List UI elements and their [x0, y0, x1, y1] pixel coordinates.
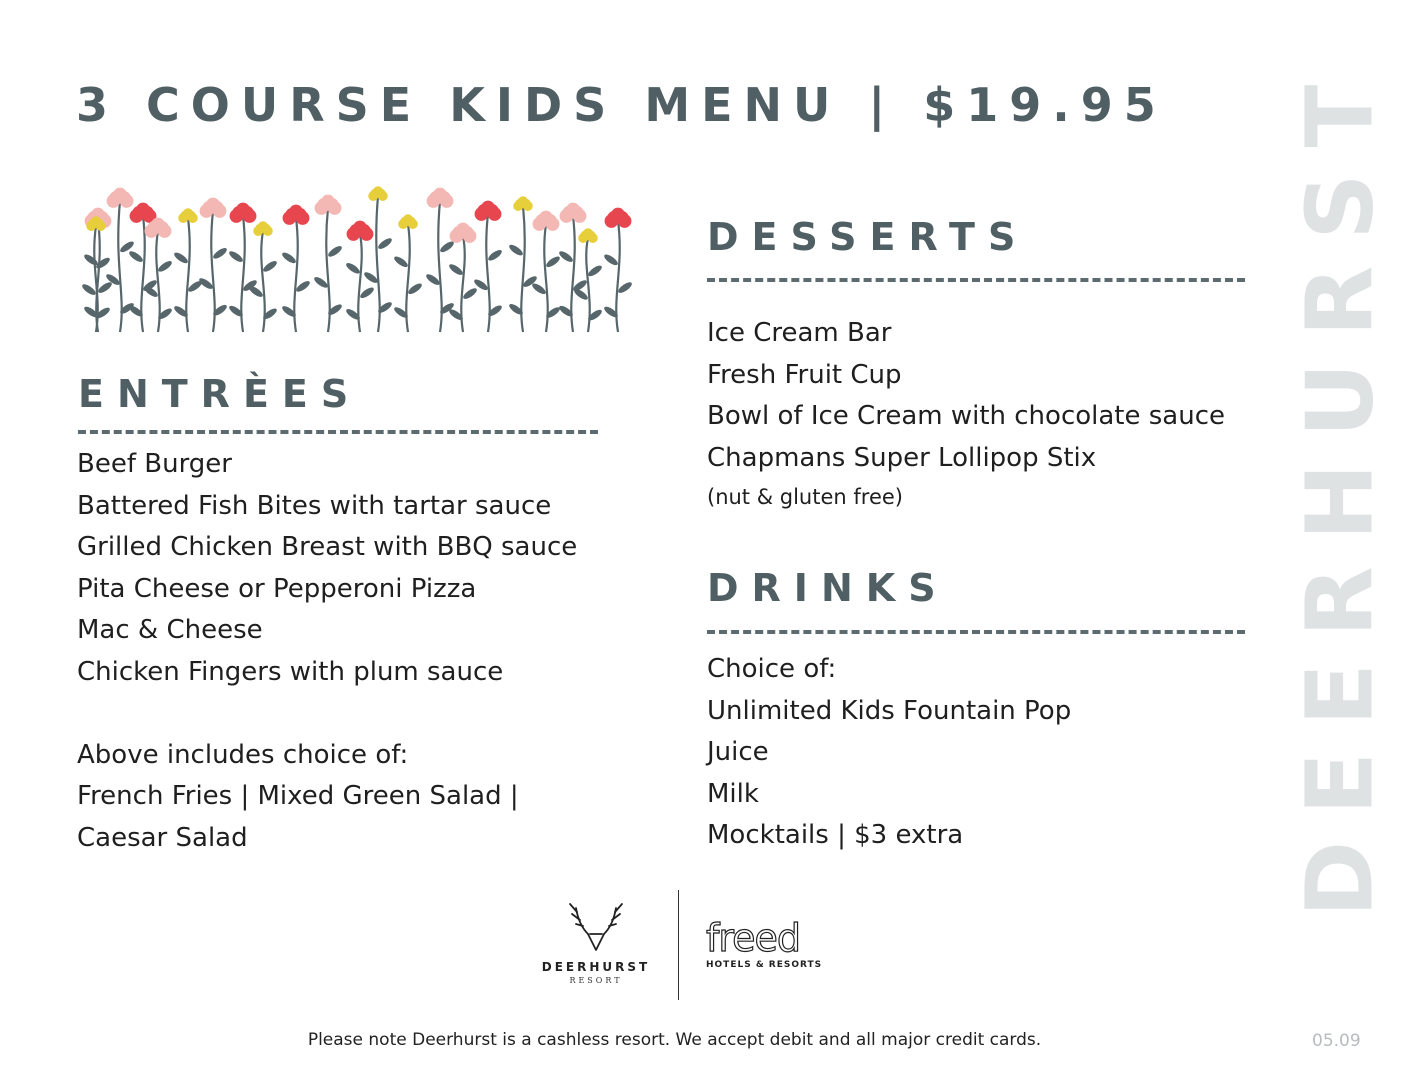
freed-logo — [706, 918, 836, 978]
list-item: Fresh Fruit Cup — [707, 359, 902, 390]
entrees-divider — [78, 430, 598, 434]
flower-leaf — [558, 249, 575, 263]
flower-leaf — [393, 255, 410, 269]
flower-leaf — [327, 244, 344, 258]
list-item: Pita Cheese or Pepperoni Pizza — [77, 573, 477, 604]
list-item: Bowl of Ice Cream with chocolate sauce — [707, 401, 1226, 431]
list-item: Battered Fish Bites with tartar sauce — [77, 490, 552, 521]
list-item: Chapmans Super Lollipop Stix — [707, 442, 1097, 473]
desserts-divider — [707, 278, 1245, 282]
flower-leaf — [248, 284, 265, 298]
list-item: Mac & Cheese — [77, 615, 263, 645]
sides-line-1: French Fries | Mixed Green Salad | — [77, 781, 519, 811]
flower-leaf — [281, 251, 298, 265]
list-item: Ice Cream Bar — [707, 318, 892, 348]
logo-divider — [678, 890, 679, 1000]
flower-leaf — [587, 264, 604, 278]
flower-leaf — [157, 259, 174, 273]
flower-leaf — [81, 282, 98, 296]
drinks-list — [707, 649, 1071, 857]
flower-leaf — [377, 236, 394, 250]
flower-leaf — [508, 243, 525, 257]
flower-border-illustration — [78, 176, 648, 336]
vertical-brand-watermark: DEERHURST — [1286, 58, 1394, 918]
list-item: Milk — [707, 778, 759, 809]
deerhurst-logo — [536, 900, 656, 995]
desserts-list — [707, 313, 1225, 515]
list-spacer — [77, 693, 577, 735]
list-item: Chicken Fingers with plum sauce — [77, 656, 504, 687]
list-item: Choice of: — [707, 654, 837, 684]
flower-leaf — [295, 279, 312, 293]
flower-leaf — [573, 287, 590, 301]
sides-line-2: Caesar Salad — [77, 822, 248, 853]
flower-leaf — [345, 261, 362, 275]
flower-leaf — [262, 259, 279, 273]
deer-antlers-icon — [564, 900, 628, 954]
flower-leaf — [487, 248, 504, 262]
entrees-list — [77, 444, 577, 859]
list-item: Unlimited Kids Fountain Pop — [707, 695, 1072, 726]
dessert-note: (nut & gluten free) — [707, 485, 903, 509]
flower-leaf — [212, 246, 229, 260]
flower-leaf — [603, 253, 620, 267]
menu-code: 05.09 — [1312, 1031, 1361, 1051]
deerhurst-logo-name: DEERHURST — [541, 960, 651, 974]
flower-leaf — [97, 280, 114, 294]
flower-leaf — [462, 286, 479, 300]
list-item: Juice — [707, 737, 769, 767]
page-title: 3 COURSE KIDS MENU | $19.95 — [76, 78, 1167, 132]
desserts-heading: DESSERTS — [707, 215, 1029, 259]
flower-leaf — [407, 282, 424, 296]
flower-leaf — [173, 251, 190, 265]
sides-intro: Above includes choice of: — [77, 739, 409, 770]
list-item: Beef Burger — [77, 449, 232, 479]
entrees-heading: ENTRÈES — [78, 372, 362, 416]
flower-leaf — [617, 280, 634, 294]
flower-leaf — [228, 249, 245, 263]
flower-leaf — [359, 286, 376, 300]
freed-logo-word: freed — [706, 916, 801, 960]
flower-leaf — [545, 255, 562, 269]
flower-leaf — [448, 262, 465, 276]
drinks-divider — [707, 630, 1245, 634]
deerhurst-logo-sub: RESORT — [569, 976, 623, 985]
drinks-heading: DRINKS — [707, 566, 949, 610]
list-item: Mocktails | $3 extra — [707, 820, 964, 850]
flower-leaf — [531, 282, 548, 296]
flower-leaf — [128, 249, 145, 263]
freed-logo-tag: HOTELS & RESORTS — [706, 960, 823, 970]
list-item: Grilled Chicken Breast with BBQ sauce — [77, 532, 578, 562]
footer-note: Please note Deerhurst is a cashless resort. We accept debit and all major credit cards. — [307, 1030, 1042, 1050]
